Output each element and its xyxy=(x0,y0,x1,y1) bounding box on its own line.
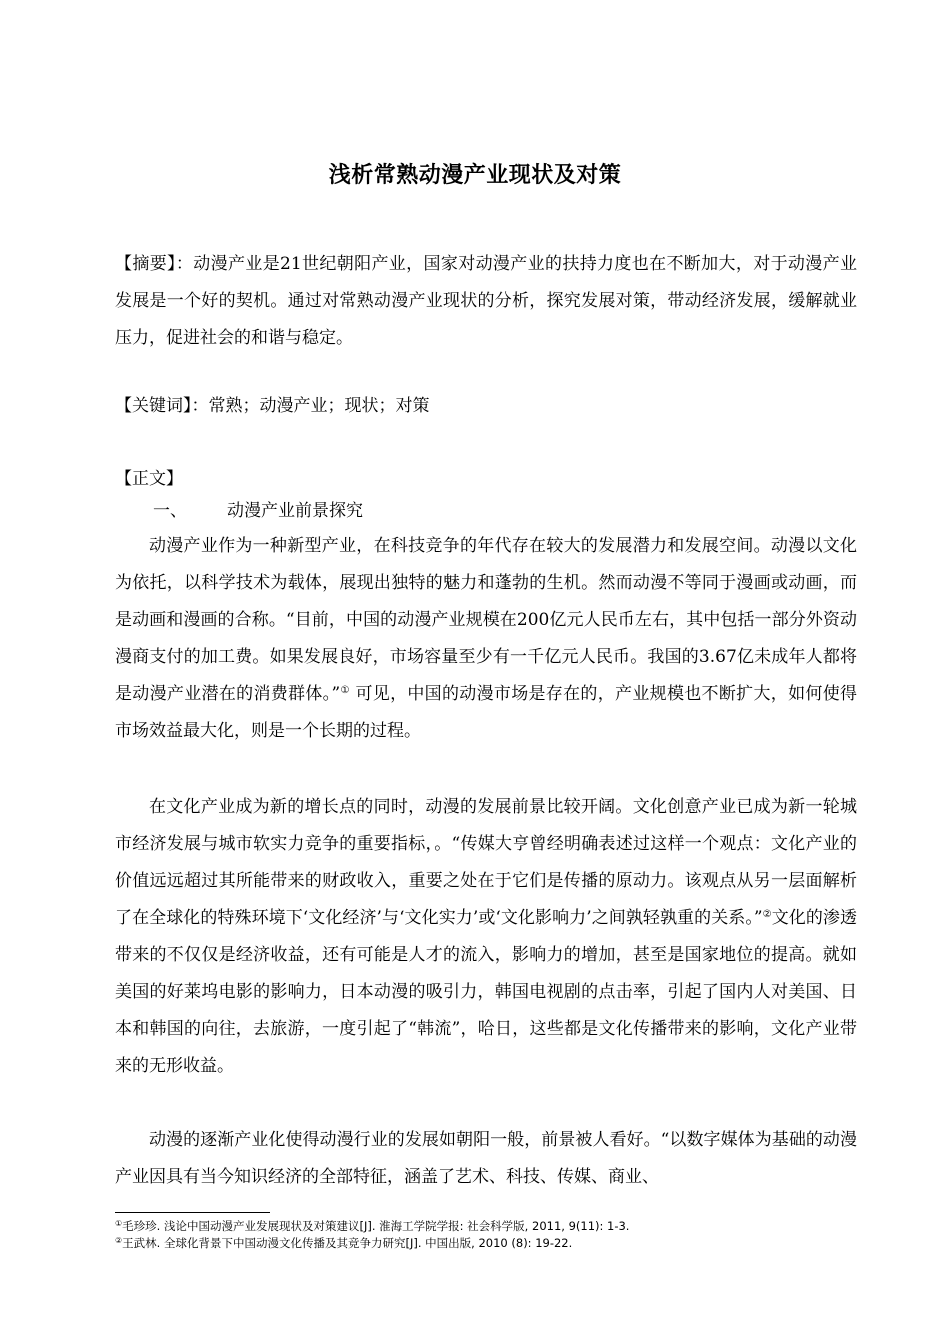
paragraph-2-text-b: 文化的渗透带来的不仅仅是经济收益，还有可能是人才的流入，影响力的增加，甚至是国家地位的提高。就如美国的好莱坞电影的影响力，日本动漫的吸引力，韩国电视剧的点击率，引起了国内人对美国、日本和韩国的向往，去旅游，一度引起了“韩流”，哈日，这些都是文化传播带来的影响，文化产业带来的无形收益。 xyxy=(115,908,857,1076)
keywords-text: ：常熟；动漫产业；现状；对策 xyxy=(191,396,430,416)
keywords-label: 【关键词】 xyxy=(115,396,192,416)
abstract-text: ：动漫产业是21世纪朝阳产业，国家对动漫产业的扶持力度也在不断加大，对于动漫产业发展是一个好的契机。通过对常熟动漫产业现状的分析，探究发展对策，带动经济发展，缓解就业压力，促进社会的和谐与稳定。 xyxy=(115,254,857,348)
footnote-text: 毛珍珍. 浅论中国动漫产业发展现状及对策建议[J]. 淮海工学院学报: 社会科学版, 2011, 9(11): 1-3. xyxy=(122,1219,630,1233)
section-number: 一、 xyxy=(153,501,187,521)
footnotes xyxy=(115,1218,857,1252)
footnote-item xyxy=(115,1235,857,1252)
footnote-ref-1[interactable]: ① xyxy=(340,685,350,696)
footnote-mark: ① xyxy=(115,1219,123,1228)
abstract-label: 【摘要】 xyxy=(115,254,176,274)
paragraph-1-text-b: 可见，中国的动漫市场是存在的，产业规模也不断扩大，如何使得市场效益最大化，则是一个长期的过程。 xyxy=(115,684,857,741)
keywords xyxy=(115,388,857,425)
body-label: 【正文】 xyxy=(115,469,183,489)
paragraph-1 xyxy=(115,528,857,750)
abstract xyxy=(115,246,857,357)
paragraph-1-text-a: 动漫产业作为一种新型产业，在科技竞争的年代存在较大的发展潜力和发展空间。动漫以文化为依托，以科学技术为载体，展现出独特的魅力和蓬勃的生机。然而动漫不等同于漫画或动画，而是动画和漫画的合称。“目前，中国的动漫产业规模在200亿元人民币左右，其中包括一部分外资动漫商支付的加工费。如果发展良好，市场容量至少有一千亿元人民币。我国的3.67亿未成年人都将是动漫产业潜在的消费群体。” xyxy=(115,536,857,704)
page-title: 浅析常熟动漫产业现状及对策 xyxy=(328,163,622,188)
paragraph-2-text-a: 在文化产业成为新的增长点的同时，动漫的发展前景比较开阔。文化创意产业已成为新一轮城市经济发展与城市软实力竞争的重要指标，。“传媒大亨曾经明确表述过这样一个观点：文化产业的价值远远超过其所能带来的财政收入，重要之处在于它们是传播的原动力。该观点从另一层面解析了在全球化的特殊环境下‘文化经济’与‘文化实力’或‘文化影响力’之间孰轻孰重的关系。” xyxy=(115,797,857,928)
paragraph-2 xyxy=(115,789,857,1085)
footnote-divider xyxy=(115,1212,270,1213)
paragraph-3: 动漫的逐渐产业化使得动漫行业的发展如朝阳一般，前景被人看好。“以数字媒体为基础的动漫产业因具有当今知识经济的全部特征，涵盖了艺术、科技、传媒、商业、 xyxy=(115,1130,857,1187)
section-heading-text: 动漫产业前景探究 xyxy=(227,501,363,521)
section-heading xyxy=(153,494,363,528)
footnote-text: 王武林. 全球化背景下中国动漫文化传播及其竞争力研究[J]. 中国出版, 2010 (8): 19-22. xyxy=(122,1236,573,1250)
footnote-mark: ② xyxy=(115,1236,123,1245)
footnote-item xyxy=(115,1218,857,1235)
footnote-ref-2[interactable]: ② xyxy=(762,909,772,920)
